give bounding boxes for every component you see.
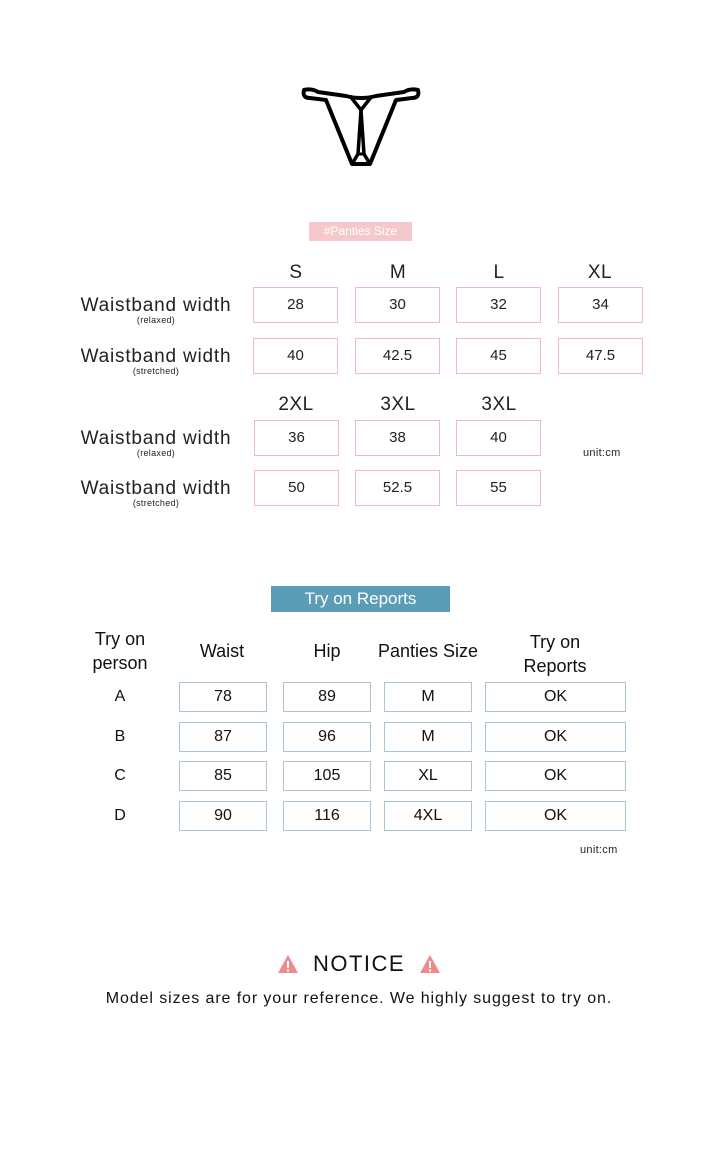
waistband-stretched-label xyxy=(70,346,242,376)
waistband-relaxed-label xyxy=(70,295,242,325)
row-label-text: Waistband width xyxy=(80,295,232,316)
row-label-text: Waistband width xyxy=(80,346,232,367)
hip-cell: 89 xyxy=(283,682,371,712)
person-label: A xyxy=(114,688,126,705)
row-label-text: Waistband width xyxy=(80,478,232,499)
try-on-unit-label: unit:cm xyxy=(580,844,618,856)
size-header-s: S xyxy=(289,262,303,283)
size-cell: 36 xyxy=(254,420,339,456)
relaxed-sublabel: (relaxed) xyxy=(136,315,176,325)
warning-triangle-icon xyxy=(277,954,299,974)
size-cell: M xyxy=(384,682,472,712)
size-cell: 55 xyxy=(456,470,541,506)
size-cell: 50 xyxy=(254,470,339,506)
header-line: Try on xyxy=(94,629,146,649)
header-hip: Hip xyxy=(313,641,341,661)
size-header-xl: XL xyxy=(587,262,613,283)
waist-cell: 87 xyxy=(179,722,267,752)
size-cell: 30 xyxy=(355,287,440,323)
report-cell: OK xyxy=(485,801,626,831)
size-header-3xl: 3XL xyxy=(380,394,416,415)
size-cell: 4XL xyxy=(384,801,472,831)
size-cell: M xyxy=(384,722,472,752)
row-label-text: Waistband width xyxy=(80,428,232,449)
header-line: person xyxy=(92,653,148,673)
relaxed-sublabel: (relaxed) xyxy=(136,448,176,458)
notice-title: NOTICE xyxy=(312,951,406,977)
size-header-l: L xyxy=(493,262,505,283)
try-on-reports-badge: Try on Reports xyxy=(271,586,450,612)
size-cell: 47.5 xyxy=(558,338,643,374)
waistband-stretched-label xyxy=(70,478,242,508)
size-header-2xl: 2XL xyxy=(278,394,314,415)
size-unit-label: unit:cm xyxy=(583,447,621,459)
waist-cell: 90 xyxy=(179,801,267,831)
warning-triangle-icon xyxy=(419,954,441,974)
header-panties-size: Panties Size xyxy=(377,641,479,661)
hip-cell: 116 xyxy=(283,801,371,831)
report-cell: OK xyxy=(485,761,626,791)
size-cell: 42.5 xyxy=(355,338,440,374)
panties-size-badge: #Panties Size xyxy=(309,222,412,241)
header-try-on-person xyxy=(80,627,160,675)
report-cell: OK xyxy=(485,682,626,712)
header-line: Reports xyxy=(523,656,587,676)
person-label: C xyxy=(114,767,126,784)
notice-text: Model sizes are for your reference. We highly suggest to try on. xyxy=(105,990,613,1007)
size-cell: 28 xyxy=(253,287,338,323)
header-line: Try on xyxy=(529,632,581,652)
person-label: B xyxy=(114,728,126,745)
size-cell: 38 xyxy=(355,420,440,456)
stretched-sublabel: (stretched) xyxy=(132,366,180,376)
size-cell: XL xyxy=(384,761,472,791)
waistband-relaxed-label xyxy=(70,428,242,458)
notice-heading xyxy=(0,950,718,980)
size-cell: 32 xyxy=(456,287,541,323)
hip-cell: 105 xyxy=(283,761,371,791)
size-cell: 52.5 xyxy=(355,470,440,506)
size-header-3xl-second: 3XL xyxy=(481,394,517,415)
size-header-m: M xyxy=(389,262,407,283)
hip-cell: 96 xyxy=(283,722,371,752)
waist-cell: 78 xyxy=(179,682,267,712)
size-cell: 40 xyxy=(456,420,541,456)
panties-outline-icon xyxy=(300,84,422,170)
size-cell: 45 xyxy=(456,338,541,374)
waist-cell: 85 xyxy=(179,761,267,791)
header-try-on-reports xyxy=(485,630,625,678)
header-waist: Waist xyxy=(199,641,245,661)
size-cell: 40 xyxy=(253,338,338,374)
report-cell: OK xyxy=(485,722,626,752)
size-cell: 34 xyxy=(558,287,643,323)
person-label: D xyxy=(114,807,126,824)
stretched-sublabel: (stretched) xyxy=(132,498,180,508)
